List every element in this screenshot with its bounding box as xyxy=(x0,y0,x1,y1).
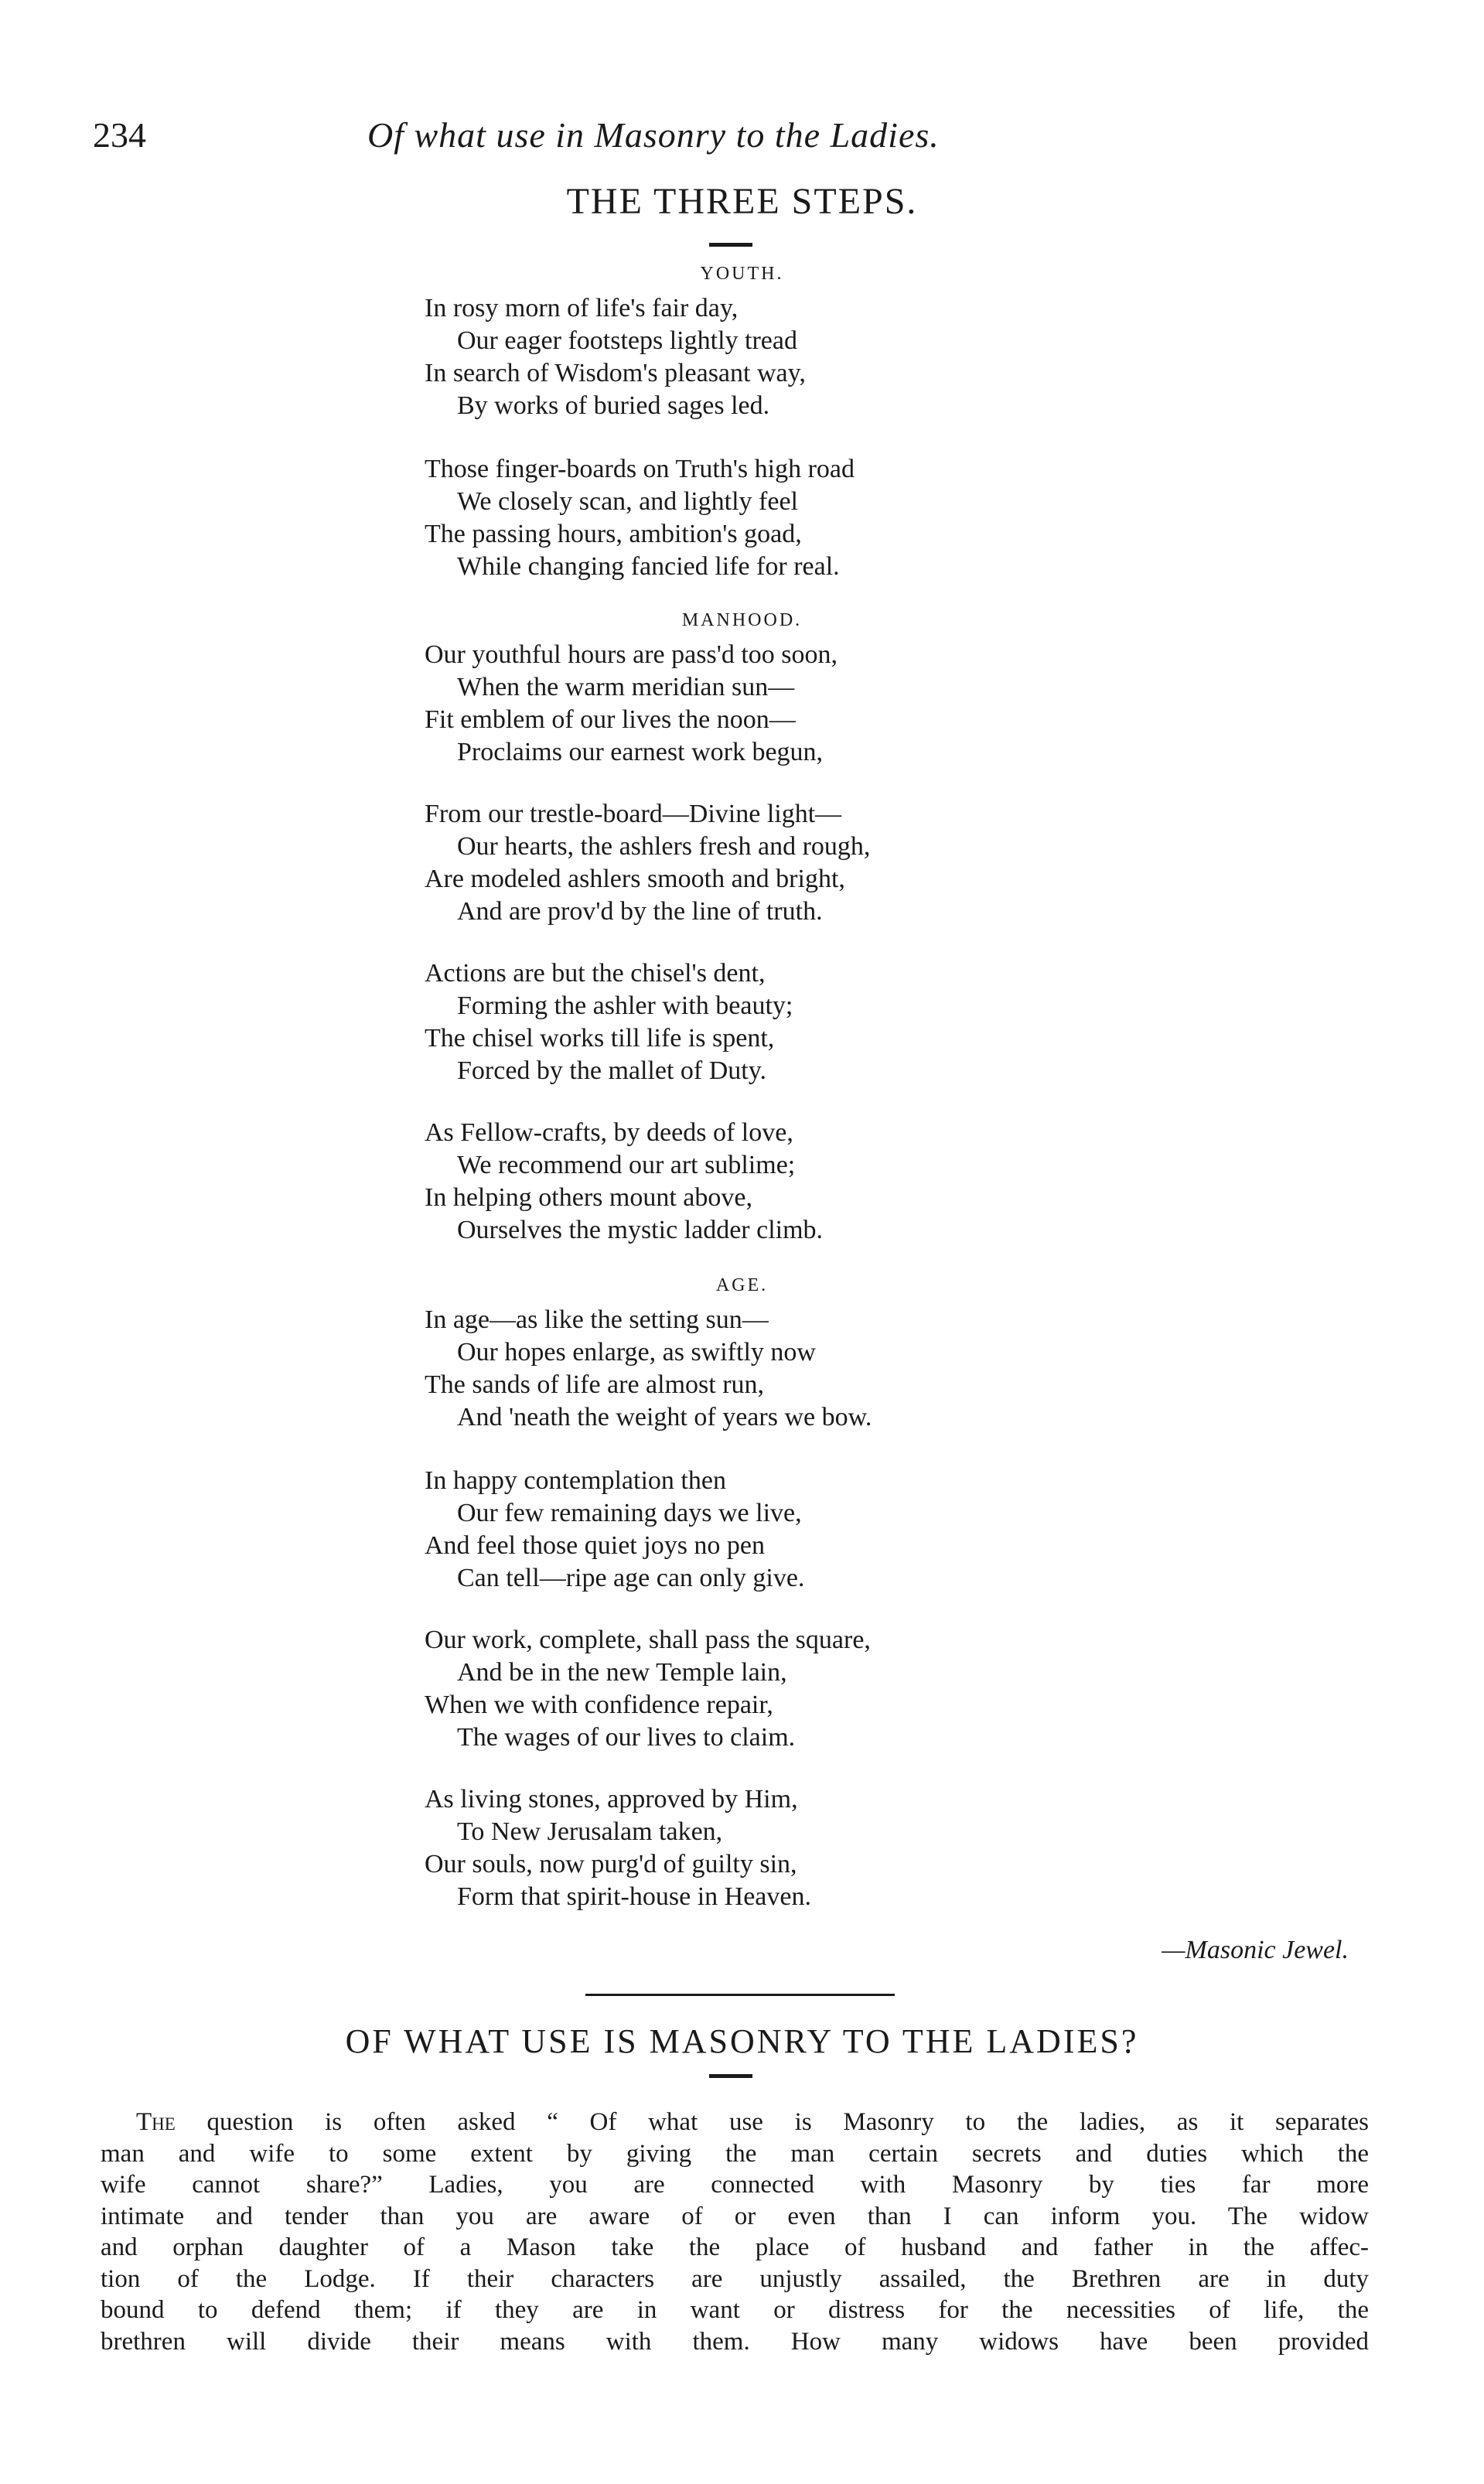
essay-paragraph xyxy=(101,2107,1369,2357)
verse-line: Our youthful hours are pass'd too soon, xyxy=(425,640,838,669)
verse-line: Actions are but the chisel's dent, xyxy=(425,959,766,988)
verse-line: As living stones, approved by Him, xyxy=(425,1785,798,1814)
running-title: Of what use in Masonry to the Ladies. xyxy=(367,115,940,155)
stanza xyxy=(425,1117,823,1247)
verse-line: Our souls, now purg'd of guilty sin, xyxy=(425,1850,797,1878)
verse-line: In search of Wisdom's pleasant way, xyxy=(425,359,806,387)
stanza xyxy=(425,1624,871,1754)
line-text: question is often asked “ Of what use is Masonry to the ladies, as it separates xyxy=(175,2108,1369,2136)
verse-line: And be in the new Temple lain, xyxy=(457,1658,787,1687)
paragraph-line: wife cannot share?” Ladies, you are connected with Masonry by ties far more xyxy=(101,2171,1369,2199)
verse-line: Forced by the mallet of Duty. xyxy=(457,1056,767,1085)
section-divider xyxy=(585,1994,895,1996)
verse-line: By works of buried sages led. xyxy=(457,391,770,420)
verse-line: Proclaims our earnest work begun, xyxy=(457,738,824,766)
paragraph-line: and orphan daughter of a Mason take the place of husband and father in the affec- xyxy=(101,2233,1369,2261)
initial-word: The xyxy=(136,2108,176,2136)
running-header xyxy=(93,108,1361,162)
verse-line: Form that spirit-house in Heaven. xyxy=(457,1882,811,1911)
verse-line: When the warm meridian sun— xyxy=(457,673,795,701)
verse-line: The wages of our lives to claim. xyxy=(457,1723,796,1752)
stanza xyxy=(425,798,870,928)
verse-line: The sands of life are almost run, xyxy=(425,1370,765,1399)
stanza xyxy=(425,292,806,422)
verse-line: And are prov'd by the line of truth. xyxy=(457,897,823,926)
essay-title: OF WHAT USE IS MASONRY TO THE LADIES? xyxy=(345,2022,1139,2060)
verse-line: Our hopes enlarge, as swiftly now xyxy=(457,1338,816,1367)
paragraph-line xyxy=(101,2107,1369,2138)
page-number: 234 xyxy=(93,115,146,155)
section-heading-age: AGE. xyxy=(715,1275,769,1295)
verse-line: Are modeled ashlers smooth and bright, xyxy=(425,865,845,893)
verse-line: In rosy morn of life's fair day, xyxy=(425,294,739,322)
verse-line: From our trestle-board—Divine light— xyxy=(425,800,842,828)
paragraph-line: brethren will divide their means with them. How many widows have been provided xyxy=(101,2327,1369,2356)
title-rule xyxy=(709,243,752,247)
verse-line: And feel those quiet joys no pen xyxy=(425,1531,766,1560)
stanza xyxy=(425,1304,872,1434)
section-heading-manhood: MANHOOD. xyxy=(681,610,803,630)
essay-title-rule xyxy=(709,2074,752,2078)
stanza xyxy=(425,957,793,1087)
verse-line: In age—as like the setting sun— xyxy=(425,1305,769,1334)
verse-line: The passing hours, ambition's goad, xyxy=(425,520,802,548)
paragraph-line: intimate and tender than you are aware of or even than I can inform you. The widow xyxy=(101,2202,1369,2230)
verse-line: In helping others mount above, xyxy=(425,1183,752,1212)
verse-line: Our hearts, the ashlers fresh and rough, xyxy=(457,832,871,861)
verse-line: Ourselves the mystic ladder climb. xyxy=(457,1216,824,1244)
stanza xyxy=(425,453,855,583)
stanza xyxy=(425,639,838,769)
paragraph-line: man and wife to some extent by giving the man certain secrets and duties which the xyxy=(101,2139,1369,2168)
verse-line: To New Jerusalam taken, xyxy=(457,1817,723,1846)
stanza xyxy=(425,1783,811,1913)
verse-line: Forming the ashler with beauty; xyxy=(457,991,793,1020)
poem-attribution: —Masonic Jewel. xyxy=(1162,1936,1349,1964)
verse-line: Those finger-boards on Truth's high road xyxy=(425,455,855,483)
stanza xyxy=(425,1465,804,1595)
verse-line: And 'neath the weight of years we bow. xyxy=(457,1403,872,1431)
verse-line: When we with confidence repair, xyxy=(425,1691,773,1719)
paragraph-line: bound to defend them; if they are in want or distress for the necessities of life, the xyxy=(101,2296,1369,2324)
verse-line: In happy contemplation then xyxy=(425,1466,726,1495)
verse-line: Our few remaining days we live, xyxy=(457,1499,802,1527)
verse-line: While changing fancied life for real. xyxy=(457,552,840,581)
poem-title: THE THREE STEPS. xyxy=(566,181,918,222)
verse-line: Our eager footsteps lightly tread xyxy=(457,326,797,355)
verse-line: Fit emblem of our lives the noon— xyxy=(425,705,796,734)
verse-line: We recommend our art sublime; xyxy=(457,1151,796,1179)
section-heading-youth: YOUTH. xyxy=(700,264,784,284)
verse-line: Our work, complete, shall pass the square, xyxy=(425,1626,871,1654)
verse-line: We closely scan, and lightly feel xyxy=(457,487,799,516)
verse-line: Can tell—ripe age can only give. xyxy=(457,1564,805,1592)
verse-line: As Fellow-crafts, by deeds of love, xyxy=(425,1118,793,1147)
paragraph-line: tion of the Lodge. If their characters are unjustly assailed, the Brethren are in duty xyxy=(101,2264,1369,2293)
verse-line: The chisel works till life is spent, xyxy=(425,1024,775,1053)
